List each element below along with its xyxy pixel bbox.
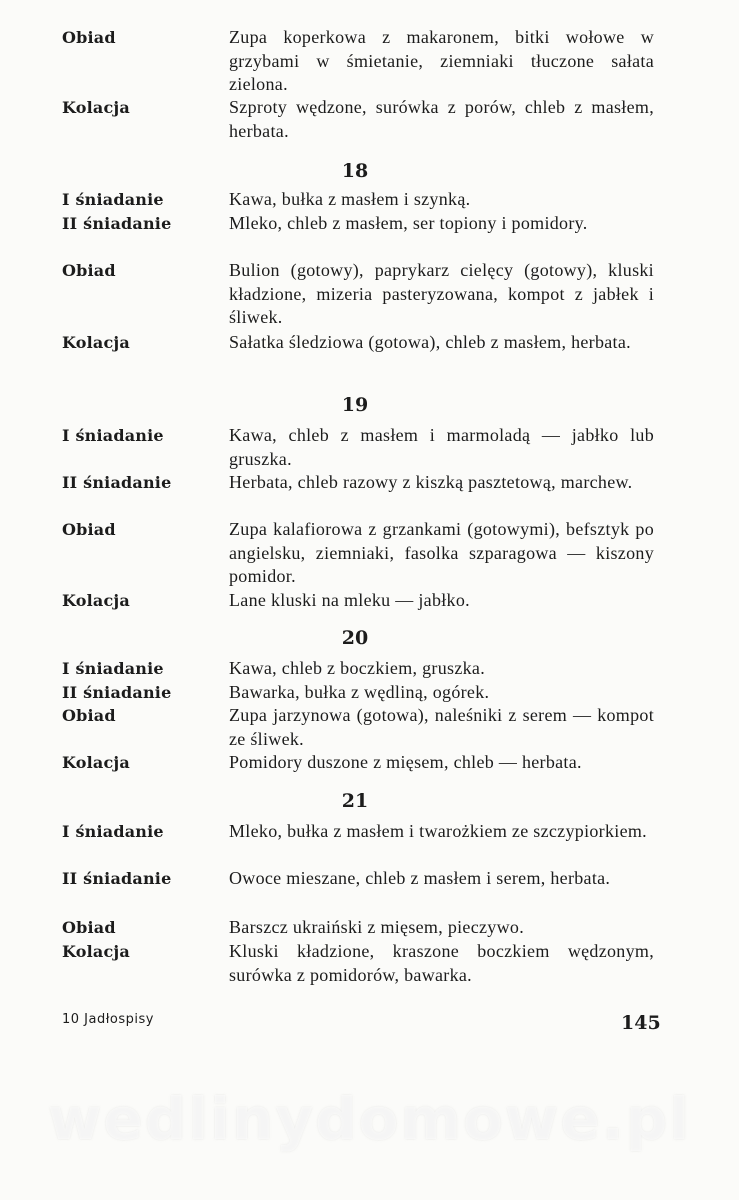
meal-label: II śniadanie: [62, 214, 172, 233]
day-number: 20: [341, 627, 369, 649]
meal-label: Kolacja: [62, 753, 130, 772]
meal-label: II śniadanie: [62, 473, 172, 492]
meal-label: Kolacja: [62, 942, 130, 961]
meal-label: Kolacja: [62, 333, 130, 352]
meal-description: Kawa, chleb z masłem i marmoladą — jabłko lub gruszka.: [229, 425, 654, 469]
page-number: 145: [621, 1012, 661, 1034]
meal-description: Zupa kalafiorowa z grzankami (gotowymi), befsztyk po angielsku, ziemniaki, fasolka szparagowa — kiszony pomidor.: [229, 519, 654, 586]
day-number: 18: [341, 160, 369, 182]
meal-label: Obiad: [62, 261, 116, 280]
meal-label: I śniadanie: [62, 659, 164, 678]
day-number: 19: [341, 394, 369, 416]
meal-label: Kolacja: [62, 98, 130, 117]
meal-description: Zupa jarzynowa (gotowa), naleśniki z serem — kompot ze śliwek.: [229, 705, 654, 749]
meal-description: Kawa, chleb z boczkiem, gruszka.: [229, 658, 485, 678]
meal-description: Szproty wędzone, surówka z porów, chleb z masłem, herbata.: [229, 97, 654, 141]
meal-description: Kawa, bułka z masłem i szynką.: [229, 189, 471, 209]
day-number: 21: [341, 790, 369, 812]
meal-label: II śniadanie: [62, 869, 172, 888]
meal-label: Kolacja: [62, 591, 130, 610]
meal-description: Lane kluski na mleku — jabłko.: [229, 590, 470, 610]
meal-description: Barszcz ukraiński z mięsem, pieczywo.: [229, 917, 524, 937]
meal-label: Obiad: [62, 520, 116, 539]
meal-description: Owoce mieszane, chleb z masłem i serem, herbata.: [229, 868, 611, 888]
meal-label: I śniadanie: [62, 426, 164, 445]
meal-label: II śniadanie: [62, 683, 172, 702]
meal-description: Kluski kładzione, kraszone boczkiem wędzonym, surówka z pomidorów, bawarka.: [229, 941, 654, 985]
meal-description: Herbata, chleb razowy z kiszką pasztetową, marchew.: [229, 472, 633, 492]
meal-label: I śniadanie: [62, 822, 164, 841]
meal-label: Obiad: [62, 918, 116, 937]
meal-description: Pomidory duszone z mięsem, chleb — herbata.: [229, 752, 582, 772]
meal-description: Mleko, bułka z masłem i twarożkiem ze szczypiorkiem.: [229, 821, 647, 841]
meal-description: Mleko, chleb z masłem, ser topiony i pomidory.: [229, 213, 588, 233]
meal-description: Sałatka śledziowa (gotowa), chleb z masłem, herbata.: [229, 332, 631, 352]
meal-label: Obiad: [62, 28, 116, 47]
meal-description: Bulion (gotowy), paprykarz cielęcy (gotowy), kluski kładzione, mizeria pasteryzowana, kompot z jabłek i śliwek.: [229, 260, 654, 327]
meal-label: I śniadanie: [62, 190, 164, 209]
meal-description: Bawarka, bułka z wędliną, ogórek.: [229, 682, 490, 702]
watermark: wedlinydomowe.pl: [47, 1085, 692, 1153]
meal-label: Obiad: [62, 706, 116, 725]
chapter-footer: 10 Jadłospisy: [62, 1012, 154, 1027]
meal-description: Zupa koperkowa z makaronem, bitki wołowe w grzybami w śmietanie, ziemniaki tłuczone sałata zielona.: [229, 27, 654, 94]
